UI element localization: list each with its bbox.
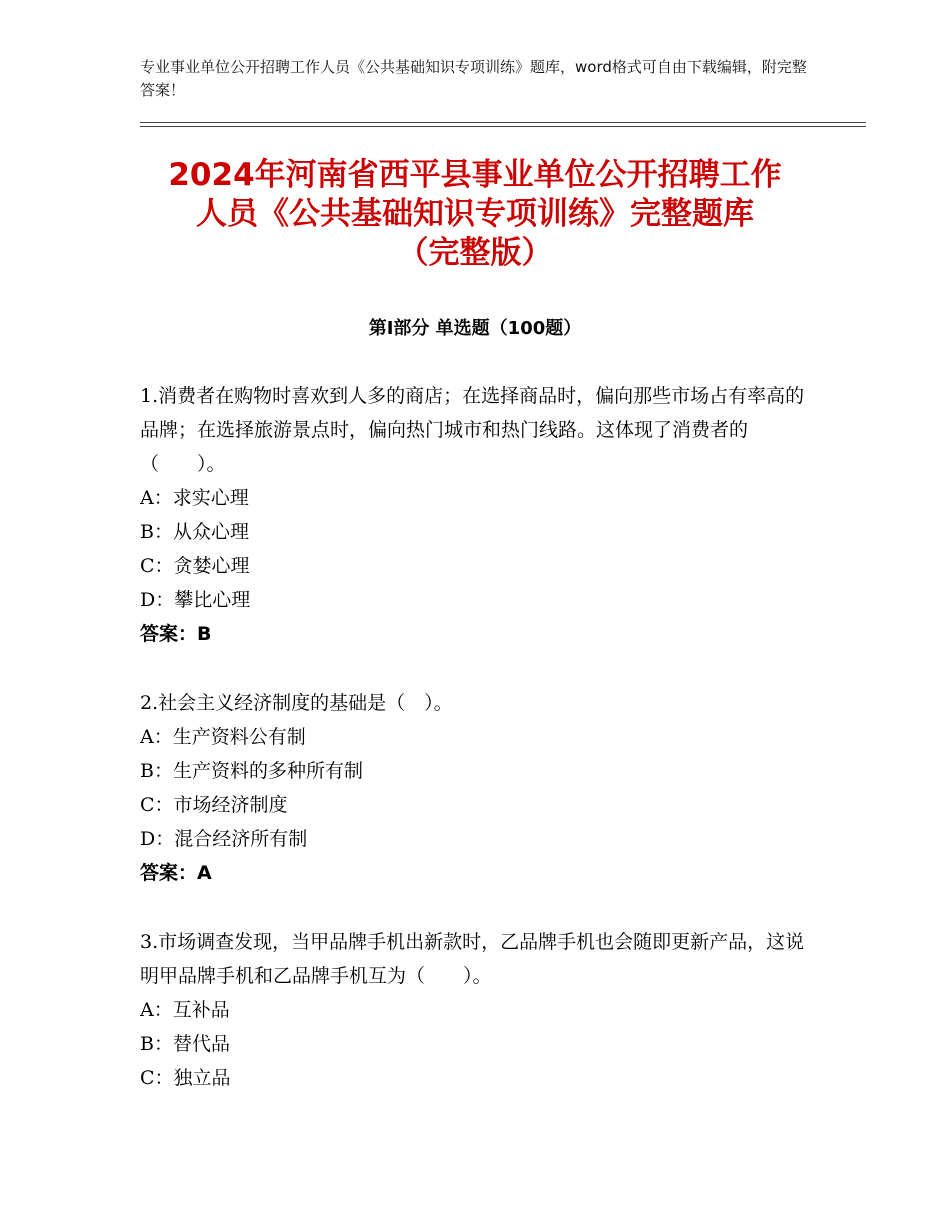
title-line-3: （完整版） (397, 235, 553, 271)
header-note: 专业事业单位公开招聘工作人员《公共基础知识专项训练》题库，word格式可自由下载编辑，附完整答案！ (140, 58, 807, 99)
option-c: C：贪婪心理 (140, 555, 250, 577)
option-c: C：独立品 (140, 1067, 231, 1089)
header-rule-bottom (140, 126, 866, 127)
option-a: A：求实心理 (140, 487, 249, 509)
section-heading: 第Ⅰ部分 单选题（100题） (368, 318, 582, 339)
option-b: B：替代品 (140, 1033, 230, 1055)
option-c: C：市场经济制度 (140, 794, 288, 816)
header-rule-top (140, 122, 866, 123)
answer: 答案：B (140, 623, 212, 645)
title-line-2: 人员《公共基础知识专项训练》完整题库 (196, 196, 754, 232)
question-text: 2.社会主义经济制度的基础是（ ）。 (140, 692, 453, 714)
option-d: D：攀比心理 (140, 589, 251, 611)
question-text: 1.消费者在购物时喜欢到人多的商店；在选择商品时，偏向那些市场占有率高的品牌；在选择旅游景点时，偏向热门城市和热门线路。这体现了消费者的（ ）。 (140, 385, 805, 475)
question-1 (140, 379, 810, 651)
option-a: A：互补品 (140, 999, 230, 1021)
answer: 答案：A (140, 862, 212, 884)
question-2 (140, 686, 810, 890)
title-line-1: 2024年河南省西平县事业单位公开招聘工作 (168, 157, 782, 193)
option-d: D：混合经济所有制 (140, 828, 308, 850)
option-a: A：生产资料公有制 (140, 726, 306, 748)
document-title (115, 156, 835, 273)
option-b: B：生产资料的多种所有制 (140, 760, 363, 782)
option-b: B：从众心理 (140, 521, 249, 543)
question-3 (140, 925, 810, 1095)
question-text: 3.市场调查发现，当甲品牌手机出新款时，乙品牌手机也会随即更新产品，这说明甲品牌手机和乙品牌手机互为（ ）。 (140, 931, 805, 987)
